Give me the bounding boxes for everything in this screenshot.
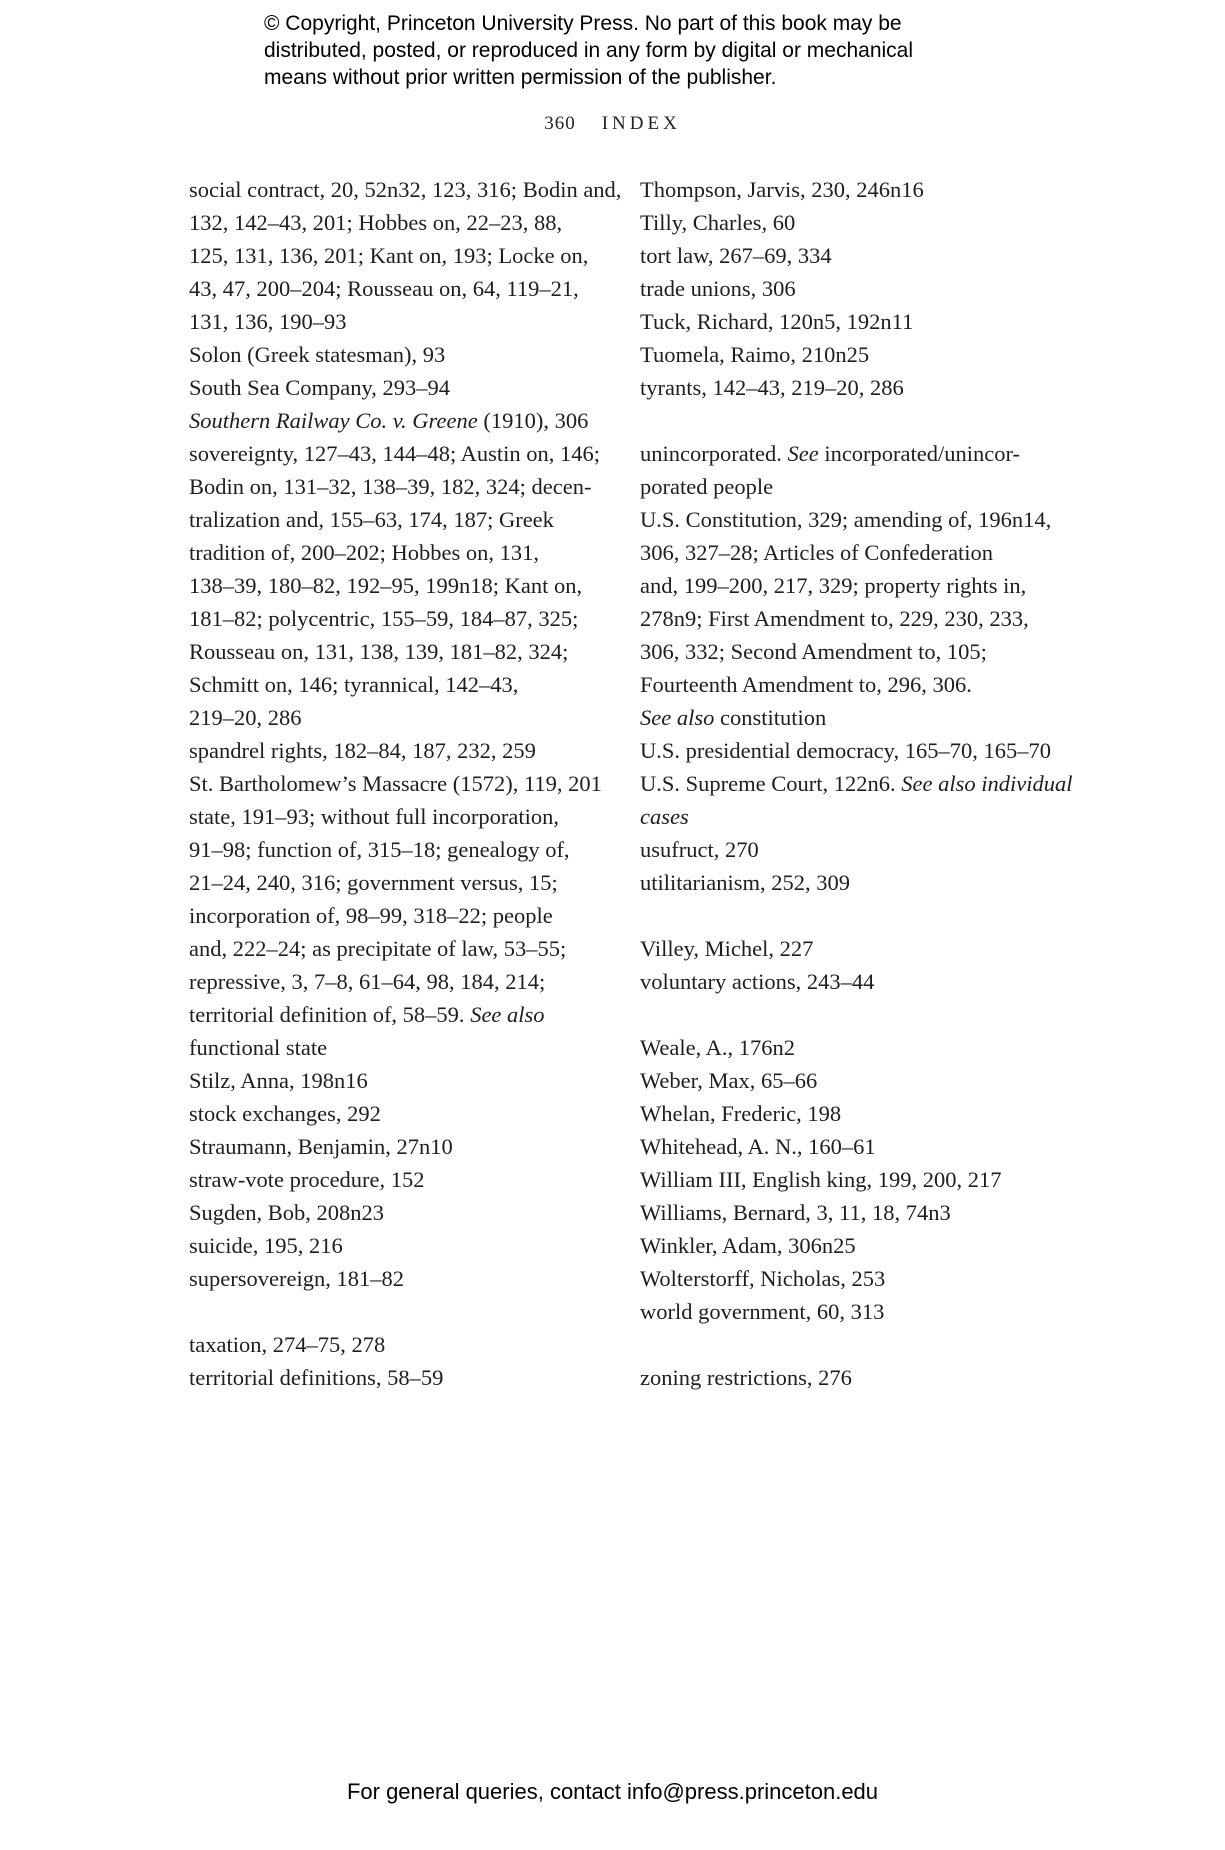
index-entry: Sugden, Bob, 208n23 xyxy=(189,1200,385,1225)
index-entry: taxation, 274–75, 278 xyxy=(189,1332,386,1357)
letter-group-gap xyxy=(640,998,1060,1031)
letter-group-gap xyxy=(640,899,1060,932)
index-entry: voluntary actions, 243–44 xyxy=(640,969,875,994)
index-entry: state, 191–93; without full incorporation, 91–98; function of, 315–18; genealogy of, 21–24, 240, 316; government versus, 15; incorporation of, 98–99, 318–22; people and, 222–24; as precipitate of law, 53–55; repressive, 3, 7–8, 61–64, 98, 184, 214; territorial definition of, 58–59. See also functional state xyxy=(189,804,570,1060)
page-number: 360 xyxy=(544,113,576,134)
index-entry: Whitehead, A. N., 160–61 xyxy=(640,1134,876,1159)
index-entry: unincorporated. See incorporated/unincor- porated people xyxy=(640,441,1021,499)
footer-contact: For general queries, contact info@press.princeton.edu xyxy=(346,1779,879,1804)
index-entry: trade unions, 306 xyxy=(640,276,796,301)
index-entry: Tilly, Charles, 60 xyxy=(640,210,796,235)
index-entry: tyrants, 142–43, 219–20, 286 xyxy=(640,375,904,400)
index-column-left xyxy=(189,173,622,1394)
copyright-line: © Copyright, Princeton University Press. No part of this book may be xyxy=(264,12,902,35)
index-entry: spandrel rights, 182–84, 187, 232, 259 xyxy=(189,738,536,763)
page-title: INDEX xyxy=(601,113,681,134)
running-head xyxy=(0,113,1225,135)
index-entry: Southern Railway Co. v. Greene (1910), 306 xyxy=(189,408,589,433)
letter-group-gap xyxy=(640,404,1060,437)
index-entry: sovereignty, 127–43, 144–48; Austin on, 146; Bodin on, 131–32, 138–39, 182, 324; decen- tralization and, 155–63, 174, 187; Greek tradition of, 200–202; Hobbes on, 131, 138–39, 180–82, 192–95, 199n18; Kant on, 181–82; polycentric, 155–59, 184–87, 325; Rousseau on, 131, 138, 139, 181–82, 324; Schmitt on, 146; tyrannical, 142–43, 219–20, 286 xyxy=(189,441,601,730)
index-entry: suicide, 195, 216 xyxy=(189,1233,343,1258)
index-entry: U.S. Supreme Court, 122n6. See also individual cases xyxy=(640,771,1073,829)
index-entry: Villey, Michel, 227 xyxy=(640,936,814,961)
index-entry: Solon (Greek statesman), 93 xyxy=(189,342,446,367)
index-entry: Straumann, Benjamin, 27n10 xyxy=(189,1134,453,1159)
letter-group-gap xyxy=(640,1328,1060,1361)
index-column-right xyxy=(640,173,1073,1394)
letter-group-gap xyxy=(189,1295,609,1328)
index-entry: William III, English king, 199, 200, 217 xyxy=(640,1167,1002,1192)
index-entry: Williams, Bernard, 3, 11, 18, 74n3 xyxy=(640,1200,951,1225)
index-entry: zoning restrictions, 276 xyxy=(640,1365,852,1390)
index-entry: territorial definitions, 58–59 xyxy=(189,1365,444,1390)
copyright-notice xyxy=(264,10,1024,91)
index-entry: world government, 60, 313 xyxy=(640,1299,885,1324)
index-entry: Wolterstorff, Nicholas, 253 xyxy=(640,1266,886,1291)
index-entry: Whelan, Frederic, 198 xyxy=(640,1101,842,1126)
index-entry: stock exchanges, 292 xyxy=(189,1101,381,1126)
index-entry: straw-vote procedure, 152 xyxy=(189,1167,425,1192)
index-entry: supersovereign, 181–82 xyxy=(189,1266,404,1291)
index-entry: Tuomela, Raimo, 210n25 xyxy=(640,342,870,367)
index-entry: tort law, 267–69, 334 xyxy=(640,243,832,268)
index-entry: Tuck, Richard, 120n5, 192n11 xyxy=(640,309,914,334)
index-entry: U.S. presidential democracy, 165–70, 165–70 xyxy=(640,738,1051,763)
index-entry: South Sea Company, 293–94 xyxy=(189,375,451,400)
copyright-line: means without prior written permission of the publisher. xyxy=(264,66,777,89)
index-entry: Winkler, Adam, 306n25 xyxy=(640,1233,856,1258)
index-entry: Weale, A., 176n2 xyxy=(640,1035,796,1060)
index-entry: usufruct, 270 xyxy=(640,837,759,862)
index-entry: U.S. Constitution, 329; amending of, 196n14, 306, 327–28; Articles of Confederation and, 199–200, 217, 329; property rights in, 278n9; First Amendment to, 229, 230, 233, 306, 332; Second Amendment to, 105; Fourteenth Amendment to, 296, 306. See also constitution xyxy=(640,507,1052,730)
copyright-line: distributed, posted, or reproduced in any form by digital or mechanical xyxy=(264,39,914,62)
index-entry: Weber, Max, 65–66 xyxy=(640,1068,818,1093)
index-entry: Stilz, Anna, 198n16 xyxy=(189,1068,368,1093)
index-entry: social contract, 20, 52n32, 123, 316; Bodin and, 132, 142–43, 201; Hobbes on, 22–23, 88, 125, 131, 136, 201; Kant on, 193; Locke on, 43, 47, 200–204; Rousseau on, 64, 119–21, 131, 136, 190–93 xyxy=(189,177,622,334)
index-entry: Thompson, Jarvis, 230, 246n16 xyxy=(640,177,924,202)
index-entry: utilitarianism, 252, 309 xyxy=(640,870,850,895)
index-entry: St. Bartholomew’s Massacre (1572), 119, 201 xyxy=(189,771,602,796)
